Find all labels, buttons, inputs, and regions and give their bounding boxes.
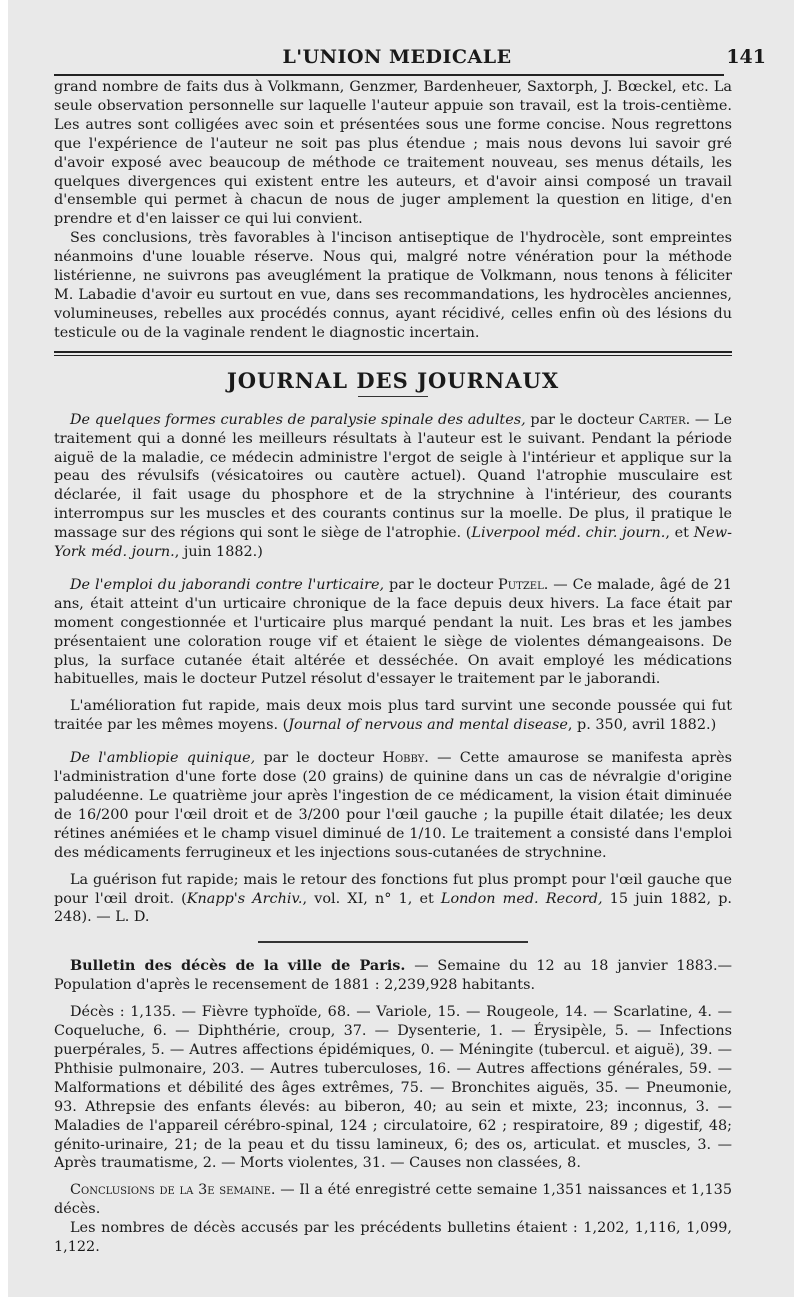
article-title: De quelques formes curables de paralysie spinale des adultes, xyxy=(70,411,526,428)
bulletin-deaths: Décès : 1,135. — Fièvre typhoïde, 68. — Variole, 15. — Rougeole, 14. — Scarlatine, 4. — Coqueluche, 6. — Diphthérie, croup, 37. — Dysenterie, 1. — Érysipèle, 5. — Infections puerpérales, 5. — Autres affections épidémiques, 0. — Méningite (tubercul. et aiguë), 39. — Phthisie pulmonaire, 203. — Autres tuberculoses, 16. — Autres affections générales, 59. — Malformations et débilité des âges extrêmes, 75. — Bronchites aiguës, 35. — Pneumonie, 93. Athrepsie des enfants élevés: au biberon, 40; au sein et mixte, 23; inconnus, 3. — Maladies de l'appareil cérébro-spinal, 124 ; circulatoire, 62 ; respiratoire, 89 ; digestif, 48; génito-urinaire, 21; de la peau et du tissu lamineux, 6; des os, articulat. et muscles, 3. — Après traumatisme, 2. — Morts violentes, 31. — Causes non classées, 8. xyxy=(54,1004,732,1172)
article-putzel-followup: L'amélioration fut rapide, mais deux mois plus tard survint une seconde poussée qui fut traitée par les mêmes moyens. (Journal of nervous and mental disease, p. 350, avril 1882.) xyxy=(54,698,732,734)
article-author: Carter xyxy=(638,411,686,428)
article-title: De l'emploi du jaborandi contre l'urticaire, xyxy=(70,576,385,593)
running-header xyxy=(28,46,766,70)
bulletin-divider xyxy=(258,941,528,943)
bulletin-previous: Les nombres de décès accusés par les précédents bulletins étaient : 1,202, 1,116, 1,099, 1,122. xyxy=(54,1220,732,1256)
article-title: De l'ambliopie quinique, xyxy=(70,750,256,767)
article-hobby-followup: La guérison fut rapide; mais le retour des fonctions fut plus prompt pour l'œil gauche que pour l'œil droit. (Knapp's Archiv., vol. XI, n° 1, et London med. Record, 15 juin 1882, p. 248). — L. D. xyxy=(54,871,732,926)
article-carter: De quelques formes curables de paralysie spinale des adultes, par le docteur Carter. — Le traitement qui a donné les meilleurs résultats à l'auteur est le suivant. Pendant la période aiguë de la maladie, ce médecin administre l'ergot de seigle à l'intérieur et applique sur la peau des révulsifs (vésicatoires ou cautère actuel). Quand l'atrophie musculaire est déclarée, il fait usage du phosphore et de la strychnine à l'intérieur, des courants interrompus sur les muscles et des courants continus sur la moelle. De plus, il pratique le massage sur des régions qui sont le siège de l'atrophie. (Liverpool méd. chir. journ., et New-York méd. journ., juin 1882.) xyxy=(54,411,732,561)
page-sheet xyxy=(8,0,794,1297)
intro-paragraph-2: Ses conclusions, très favorables à l'incison antiseptique de l'hydrocèle, sont empreintes néanmoins d'une louable réserve. Nous qui, malgré notre vénération pour la méthode listérienne, ne suivrons pas aveuglément la pratique de Volkmann, nous tenons à féliciter M. Labadie d'avoir eu surtout en vue, dans ses recommandations, les hydrocèles anciennes, volumineuses, rebelles aux procédés connus, ayant récidivé, celles enfin où des lésions du testicule ou de la vaginale rendent le diagnostic incertain. xyxy=(54,230,732,341)
section-title-underline xyxy=(358,396,428,397)
section-divider xyxy=(54,351,732,356)
article-putzel: De l'emploi du jaborandi contre l'urticaire, par le docteur Putzel. — Ce malade, âgé de 21 ans, était atteint d'un urticaire chronique de la face depuis deux hivers. La face était par moment congestionnée et l'urticaire plus marqué pendant la nuit. Les bras et les jambes présentaient une coloration rouge vif et étaient le siège de violentes démangeaisons. De plus, la surface cutanée était altérée et desséchée. On avait employé les médications habituelles, mais le docteur Putzel résolut d'essayer le traitement par le jaborandi. xyxy=(54,576,732,688)
source-reference: London med. Record, xyxy=(440,890,603,907)
bulletin-conclusion: Conclusions de la 3e semaine. — Il a été enregistré cette semaine 1,351 naissances et 1,135 décès. xyxy=(54,1182,732,1218)
article-author: Hobby xyxy=(382,750,425,767)
conclusion-label: Conclusions de la 3e semaine. xyxy=(70,1182,276,1199)
bulletin-heading: Bulletin des décès de la ville de Paris. — Semaine du 12 au 18 janvier 1883.— Population d'après le recensement de 1881 : 2,239,928 habitants. xyxy=(54,957,733,994)
source-reference: New-York méd. journ. xyxy=(54,525,732,561)
article-hobby: De l'ambliopie quinique, par le docteur Hobby. — Cette amaurose se manifesta après l'administration d'une forte dose (20 grains) de quinine dans un cas de névralgie d'origine paludéenne. Le quatrième jour après l'ingestion de ce médicament, la vision était diminuée de 16/200 pour l'œil droit et de 3/200 pour l'œil gauche ; la pupille était dilatée; les deux rétines anémiées et le champ visuel diminué de 1/10. Le traitement a consisté dans l'emploi des médicaments ferrugineux et les injections sous-cutanées de strychnine. xyxy=(54,750,732,861)
page-content xyxy=(54,78,732,1257)
page-number: 141 xyxy=(726,46,766,68)
source-reference: Knapp's Archiv. xyxy=(186,890,303,907)
source-reference: Liverpool méd. chir. journ. xyxy=(471,525,666,542)
journal-title: L'UNION MEDICALE xyxy=(282,46,512,68)
article-author: Putzel xyxy=(498,576,544,593)
intro-paragraph-1: grand nombre de faits dus à Volkmann, Genzmer, Bardenheuer, Saxtorph, J. Bœckel, etc. La seule observation personnelle sur laquelle l'auteur appuie son travail, est la trois-centième. Les autres sont colligées avec soin et présentées sous une forme concise. Nous regrettons que l'expérience de l'auteur ne soit pas plus étendue ; mais nous devons lui savoir gré d'avoir exposé avec beaucoup de méthode ce traitement nouveau, ses menus détails, les quelques divergences qui existent entre les auteurs, et d'avoir ainsi composé un travail d'ensemble qui permet à chacun de nous de juger amplement la question en litige, d'en prendre et d'en laisser ce qui lui convient. xyxy=(54,79,732,228)
section-title: JOURNAL DES JOURNAUX xyxy=(226,367,560,393)
header-rule xyxy=(54,74,724,76)
bulletin-title: Bulletin des décès de la ville de Paris. xyxy=(70,957,406,975)
source-reference: Journal of nervous and mental disease xyxy=(288,717,568,734)
